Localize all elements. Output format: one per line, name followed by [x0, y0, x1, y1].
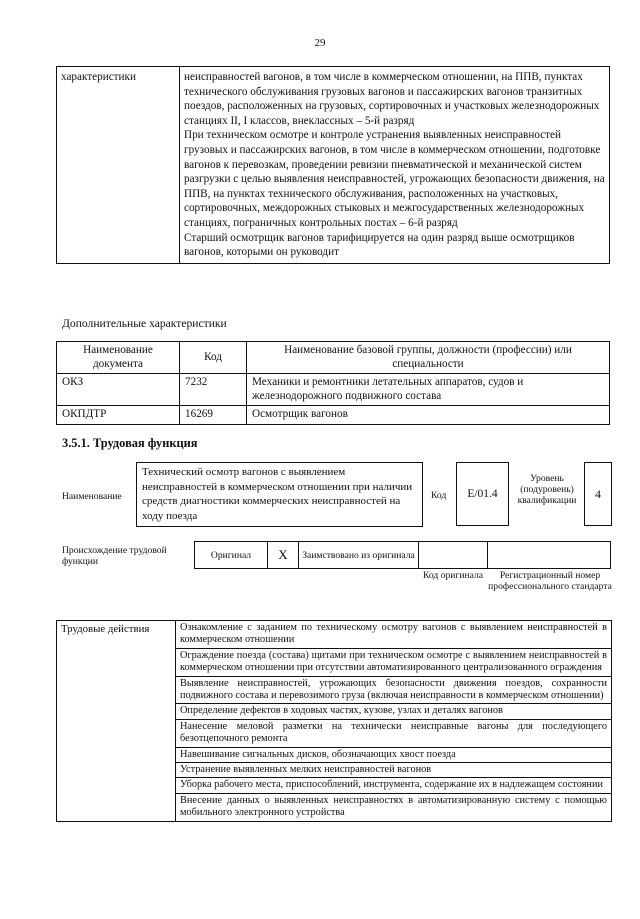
labor-function-title: 3.5.1. Трудовая функция [62, 436, 198, 450]
table-row [57, 67, 610, 264]
table-row [57, 621, 612, 649]
additional-characteristics-table [56, 341, 610, 425]
page-number: 29 [314, 37, 326, 49]
level-label: Уровень (подуровень) квалификации [517, 473, 577, 506]
table-header-row [57, 342, 610, 374]
labor-action-item: Ограждение поезда (состава) щитами при техническом осмотре с выявлением неисправностей в коммерческом отношении при отсутствии автоматизированного централизованного ограждения [176, 648, 612, 676]
characteristics-paragraph: Старший осмотрщик вагонов тарифицируется на один разряд выше осмотрщиков вагонов, которыми он руководит [184, 231, 575, 259]
labor-function-name: Технический осмотр вагонов с выявлением неисправностей в коммерческом отношении при наличии средств диагностики коммерческих неисправностей на ходу поезда [136, 462, 423, 527]
borrowed-label: Заимствовано из оригинала [302, 549, 415, 561]
table-row [57, 374, 610, 406]
labor-action-item: Навешивание сигнальных дисков, обозначающих хвост поезда [176, 747, 612, 762]
labor-actions-label: Трудовые действия [57, 621, 176, 822]
labor-action-item: Нанесение меловой разметки на технически неисправные вагоны для последующего безотцепочного ремонта [176, 719, 612, 747]
row-document: ОКПДТР [57, 406, 180, 425]
header-document: Наименование документа [57, 342, 180, 374]
labor-action-item: Определение дефектов в ходовых частях, кузове, узлах и деталях вагонов [176, 704, 612, 719]
additional-characteristics-title: Дополнительные характеристики [62, 317, 227, 330]
header-code: Код [180, 342, 247, 374]
original-mark: X [268, 542, 299, 568]
name-label: Наименование [62, 491, 122, 502]
labor-function-code: E/01.4 [456, 462, 509, 526]
original-code-cell [419, 542, 488, 568]
labor-action-item: Выявление неисправностей, угрожающих безопасности движения поездов, сохранности подвижного состава и перевозимого груза (включая неисправности в коммерческом отношении) [176, 676, 612, 704]
labor-action-item: Внесение данных о выявленных неисправностях в автоматизированную систему с помощью мобильного электронного устройства [176, 793, 612, 821]
characteristics-paragraph: При техническом осмотре и контроле устранения выявленных неисправностей грузовых и пассажирских вагонов, в том числе в коммерческом отношении, подготовке вагонов к перевозкам, проведении ревизии пневматической и механической систем разгрузки с целью выявления неисправностей, угрожающих безопасности движения, на ППВ, на пунктах технического обслуживания, расположенных на участковых, сортировочных, междорожных стыковых и межгосударственных железнодорожных станциях, пограничных контрольных постах – 6-й разряд [184, 129, 605, 229]
registration-number-label: Регистрационный номер профессионального стандарта [488, 570, 612, 592]
code-label: Код [431, 490, 447, 501]
qualification-level: 4 [584, 462, 612, 526]
header-name: Наименование базовой группы, должности (профессии) или специальности [247, 342, 610, 374]
original-label: Оригинал [210, 549, 252, 561]
labor-actions-table [56, 620, 612, 822]
origin-label: Происхождение трудовой функции [62, 545, 167, 567]
row-document: ОКЗ [57, 374, 180, 406]
labor-action-item: Устранение выявленных мелких неисправностей вагонов [176, 763, 612, 778]
characteristics-table [56, 66, 610, 264]
labor-action-item: Уборка рабочего места, приспособлений, инструмента, содержание их в надлежащем состоянии [176, 778, 612, 793]
row-name: Осмотрщик вагонов [247, 406, 610, 425]
row-code: 7232 [180, 374, 247, 406]
original-code-label: Код оригинала [422, 570, 484, 581]
characteristics-label: характеристики [57, 67, 180, 264]
labor-action-item: Ознакомление с заданием по техническому осмотру вагонов с выявлением неисправностей в коммерческом отношении [176, 621, 612, 649]
row-name: Механики и ремонтники летательных аппаратов, судов и железнодорожного подвижного состава [247, 374, 610, 406]
origin-row [194, 541, 611, 569]
row-code: 16269 [180, 406, 247, 425]
registration-number-cell [488, 542, 610, 568]
characteristics-paragraph: неисправностей вагонов, в том числе в коммерческом отношении, на ППВ, пунктах технического обслуживания грузовых вагонов и пассажирских вагонов транзитных поездов, расположенных на грузовых, сортировочных и участковых железнодорожных станциях II, I классов, внеклассных – 5-й разряд [184, 71, 600, 127]
table-row [57, 406, 610, 425]
characteristics-text [180, 67, 610, 264]
